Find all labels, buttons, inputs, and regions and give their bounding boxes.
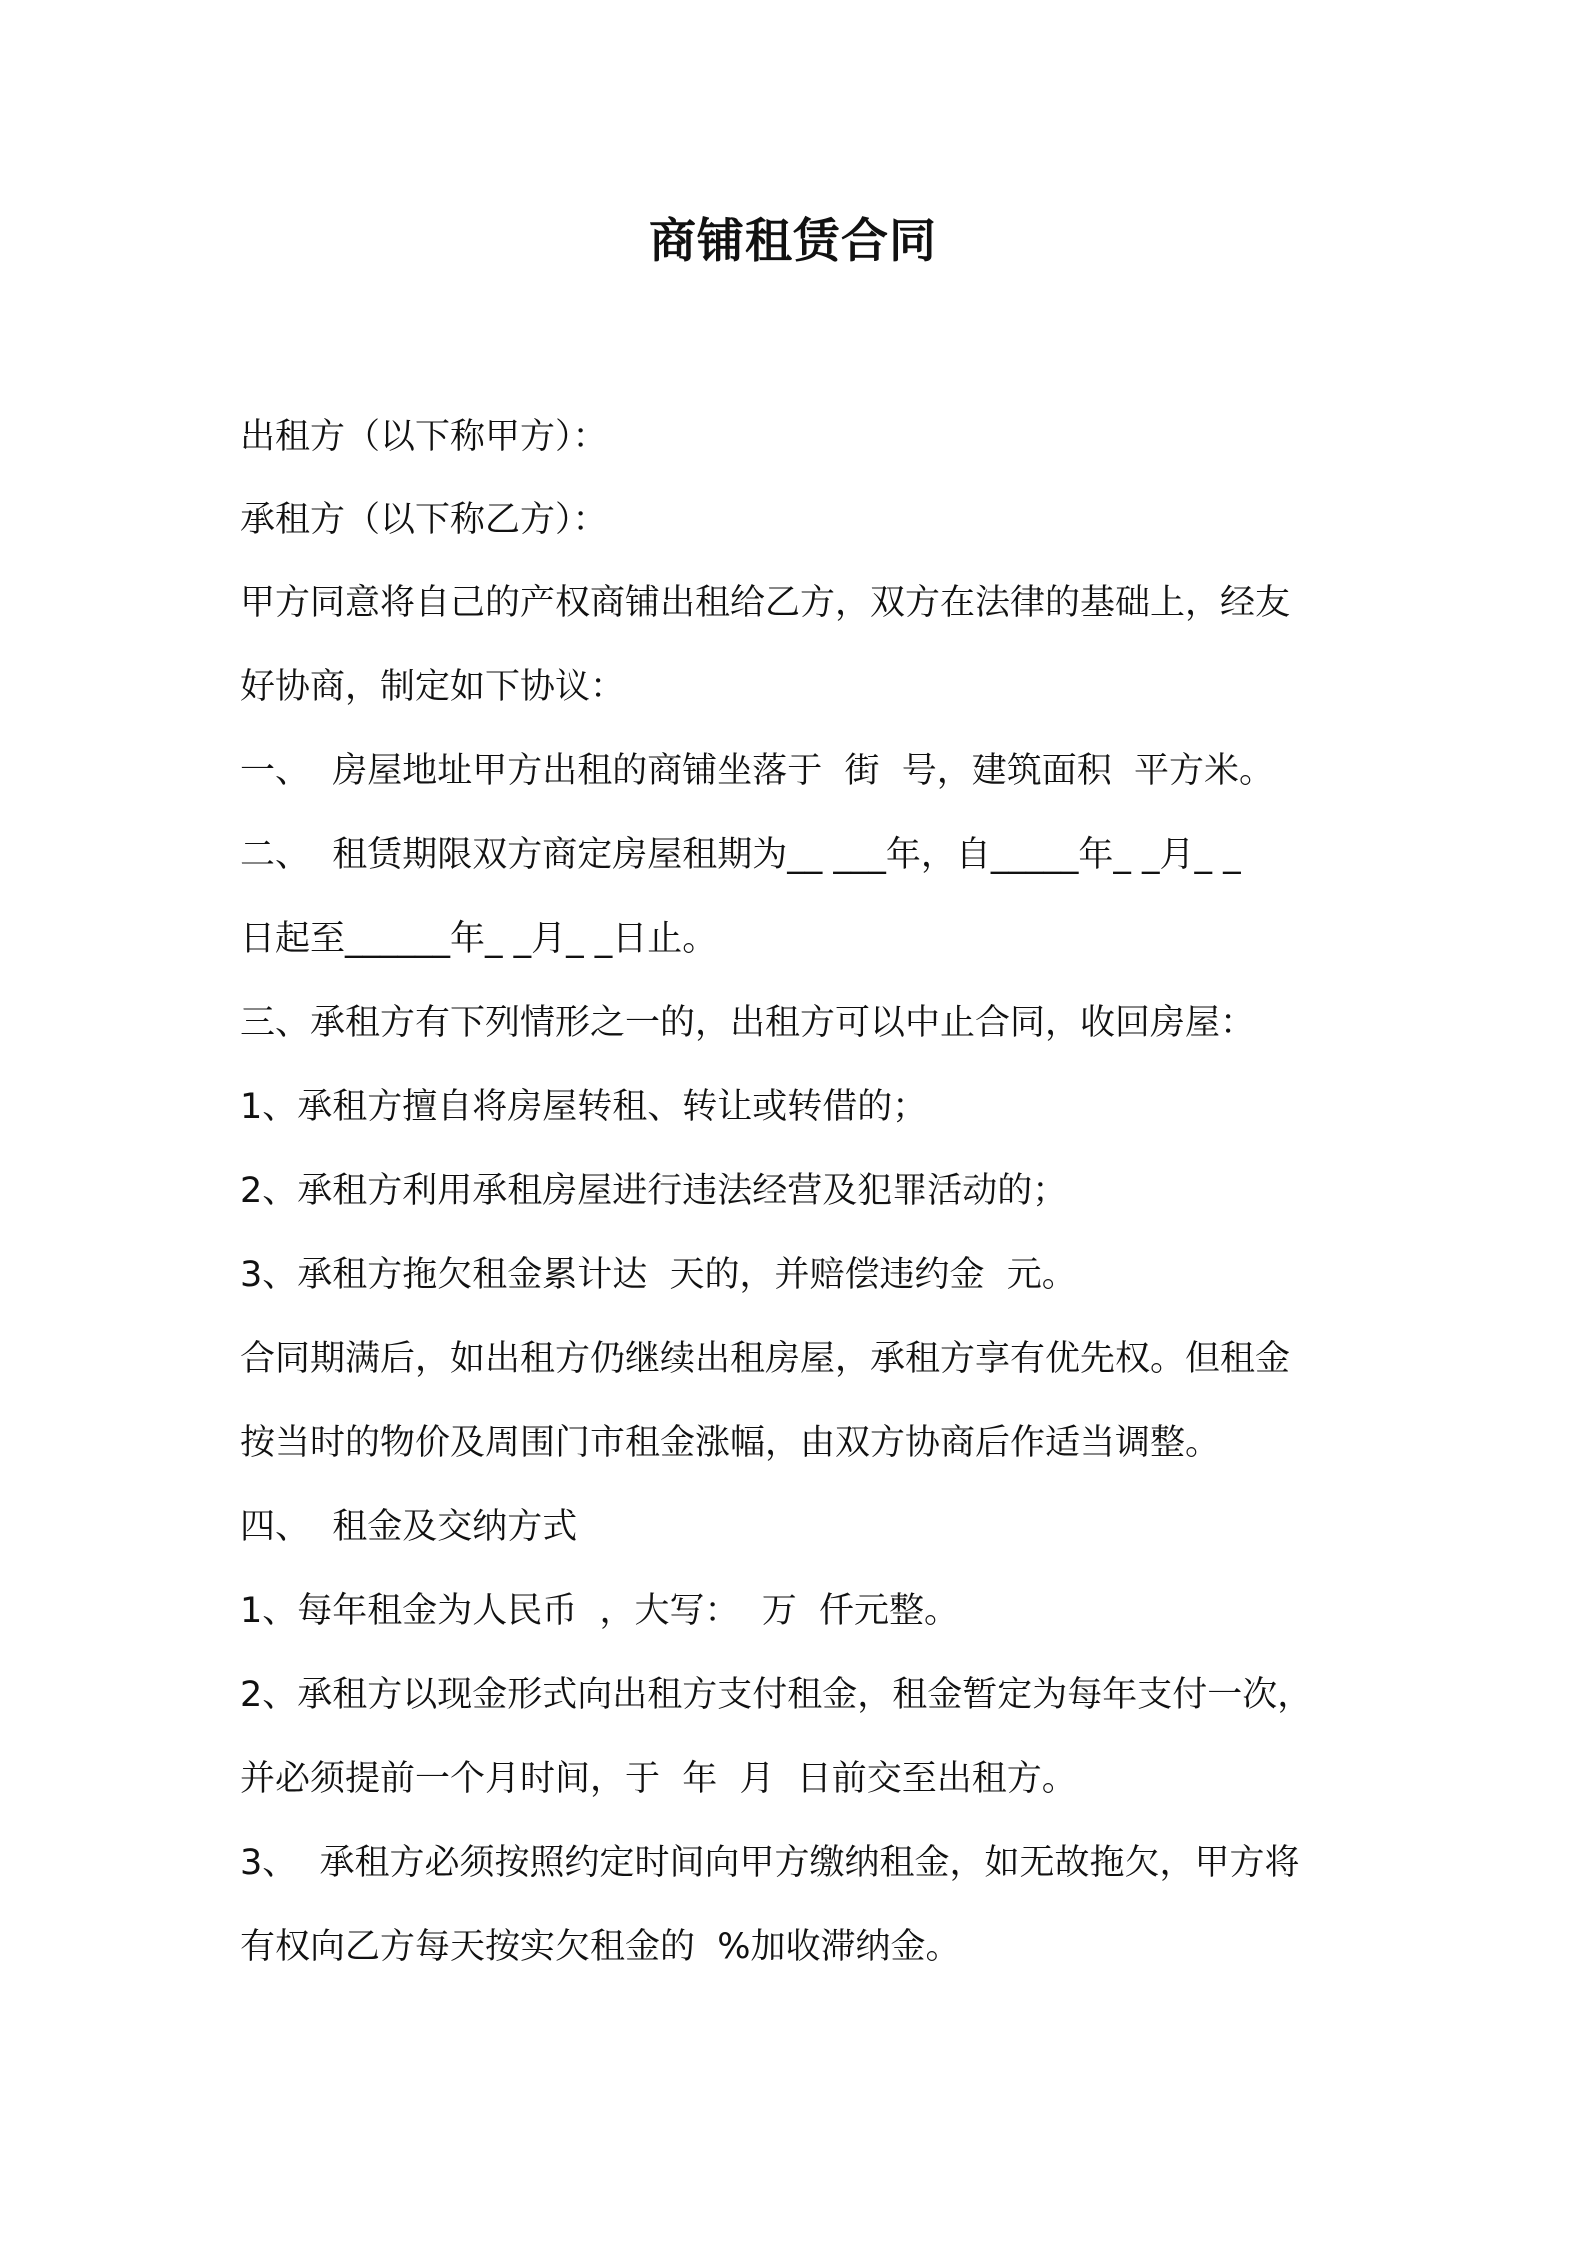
clause-4-item-2-line-2: 并必须提前一个月时间，于 年 月 日前交至出租方。 bbox=[240, 1759, 1077, 1799]
clause-3-item-1: 1、承租方擅自将房屋转租、转让或转借的； bbox=[240, 1087, 928, 1127]
clause-intro-line-2: 好协商，制定如下协议： bbox=[240, 667, 626, 707]
clause-lessee: 承租方（以下称乙方）： bbox=[240, 500, 608, 540]
clause-4-heading: 四、 租金及交纳方式 bbox=[240, 1507, 578, 1547]
clause-2-term-line-2: 日起至______年_ _月_ _日止。 bbox=[240, 919, 718, 959]
clause-lessor: 出租方（以下称甲方）： bbox=[240, 417, 608, 457]
clause-1-address: 一、 房屋地址甲方出租的商铺坐落于 街 号，建筑面积 平方米。 bbox=[240, 751, 1275, 791]
clause-4-item-3-line-2: 有权向乙方每天按实欠租金的 %加收滞纳金。 bbox=[240, 1927, 961, 1967]
clause-renewal-line-1: 合同期满后，如出租方仍继续出租房屋，承租方享有优先权。但租金 bbox=[240, 1339, 1291, 1379]
clause-intro-line-1: 甲方同意将自己的产权商铺出租给乙方，双方在法律的基础上，经友 bbox=[240, 583, 1291, 623]
clause-renewal-line-2: 按当时的物价及周围门市租金涨幅，由双方协商后作适当调整。 bbox=[240, 1423, 1221, 1463]
clause-3-item-2: 2、承租方利用承租房屋进行违法经营及犯罪活动的； bbox=[240, 1171, 1068, 1211]
clause-2-term-line-1: 二、 租赁期限双方商定房屋租期为__ ___年，自_____年_ _月_ _ bbox=[240, 835, 1241, 875]
clause-4-item-3-line-1: 3、 承租方必须按照约定时间向甲方缴纳租金，如无故拖欠，甲方将 bbox=[240, 1843, 1300, 1883]
clause-3-item-3: 3、承租方拖欠租金累计达 天的，并赔偿违约金 元。 bbox=[240, 1255, 1077, 1295]
document-title: 商铺租赁合同 bbox=[649, 214, 937, 269]
clause-3-heading: 三、承租方有下列情形之一的，出租方可以中止合同，收回房屋： bbox=[240, 1003, 1256, 1043]
clause-4-item-1: 1、每年租金为人民币 ，大写： 万 仟元整。 bbox=[240, 1591, 960, 1631]
clause-4-item-2-line-1: 2、承租方以现金形式向出租方支付租金，租金暂定为每年支付一次， bbox=[240, 1675, 1313, 1715]
